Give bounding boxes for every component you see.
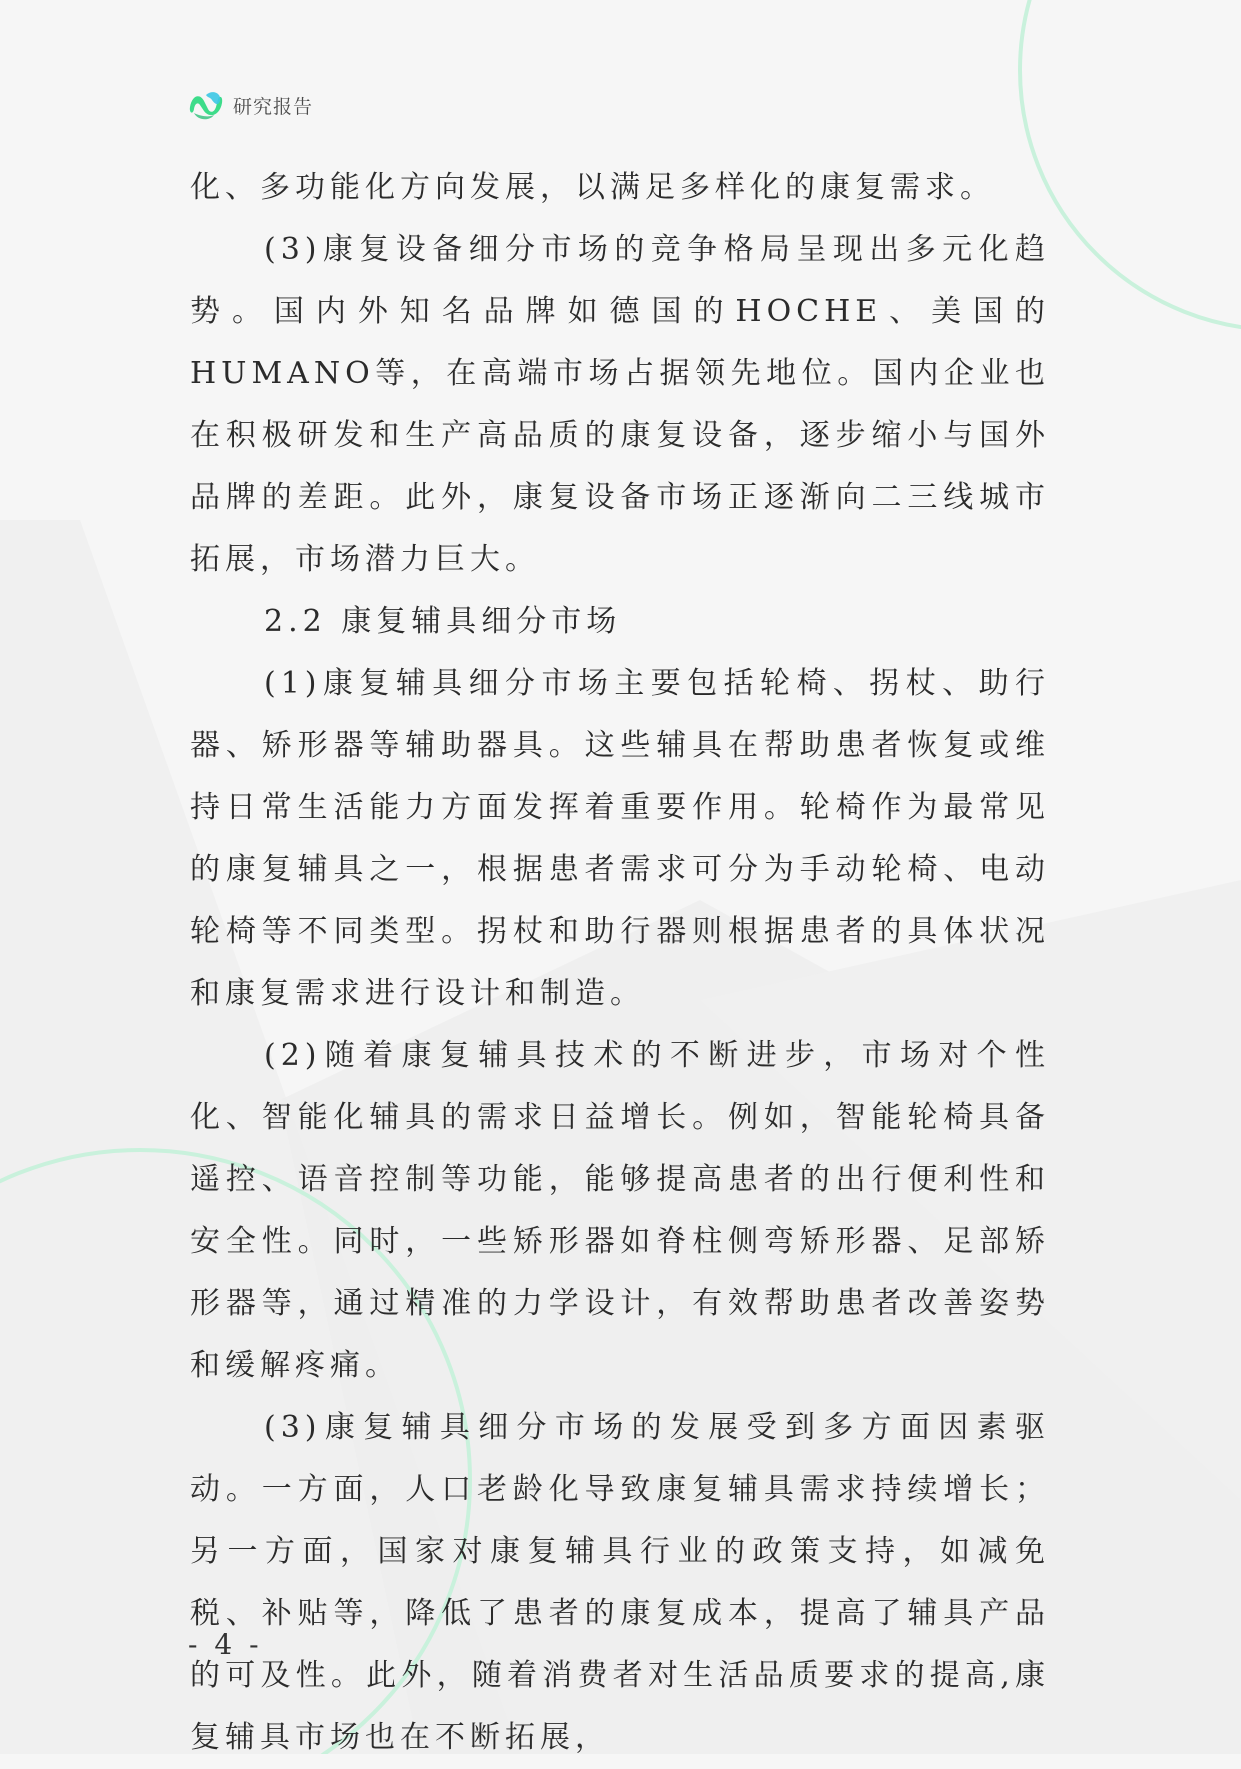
- document-body: [190, 157, 1050, 1769]
- report-brand-label: 研究报告: [233, 95, 314, 118]
- paragraph-equipment-competition: (3)康复设备细分市场的竞争格局呈现出多元化趋势。国内外知名品牌如德国的HOCHE、美国的HUMANO等，在高端市场占据领先地位。国内企业也在积极研发和生产高品质的康复设备，逐步缩小与国外品牌的差距。此外，康复设备市场正逐渐向二三线城市拓展，市场潜力巨大。: [190, 232, 1050, 577]
- paragraph-aids-drivers: (3)康复辅具细分市场的发展受到多方面因素驱动。一方面，人口老龄化导致康复辅具需求持续增长；另一方面，国家对康复辅具行业的政策支持，如减免税、补贴等，降低了患者的康复成本，提高了辅具产品的可及性。此外，随着消费者对生活品质要求的提高,康复辅具市场也在不断拓展，: [190, 1410, 1050, 1755]
- page-number: - 4 -: [188, 1628, 263, 1661]
- paragraph-aids-technology: (2)随着康复辅具技术的不断进步，市场对个性化、智能化辅具的需求日益增长。例如，智能轮椅具备遥控、语音控制等功能，能够提高患者的出行便利性和安全性。同时，一些矫形器如脊柱侧弯矫形器、足部矫形器等，通过精准的力学设计，有效帮助患者改善姿势和缓解疼痛。: [190, 1038, 1050, 1383]
- paragraph-continued: 化、多功能化方向发展，以满足多样化的康复需求。: [190, 170, 995, 205]
- paragraph-aids-overview: (1)康复辅具细分市场主要包括轮椅、拐杖、助行器、矫形器等辅助器具。这些辅具在帮助患者恢复或维持日常生活能力方面发挥着重要作用。轮椅作为最常见的康复辅具之一，根据患者需求可分为手动轮椅、电动轮椅等不同类型。拐杖和助行器则根据患者的具体状况和康复需求进行设计和制造。: [190, 666, 1050, 1011]
- section-heading: 2.2 康复辅具细分市场: [264, 604, 622, 639]
- brand-logo-icon: [188, 87, 224, 123]
- report-header: [188, 87, 313, 123]
